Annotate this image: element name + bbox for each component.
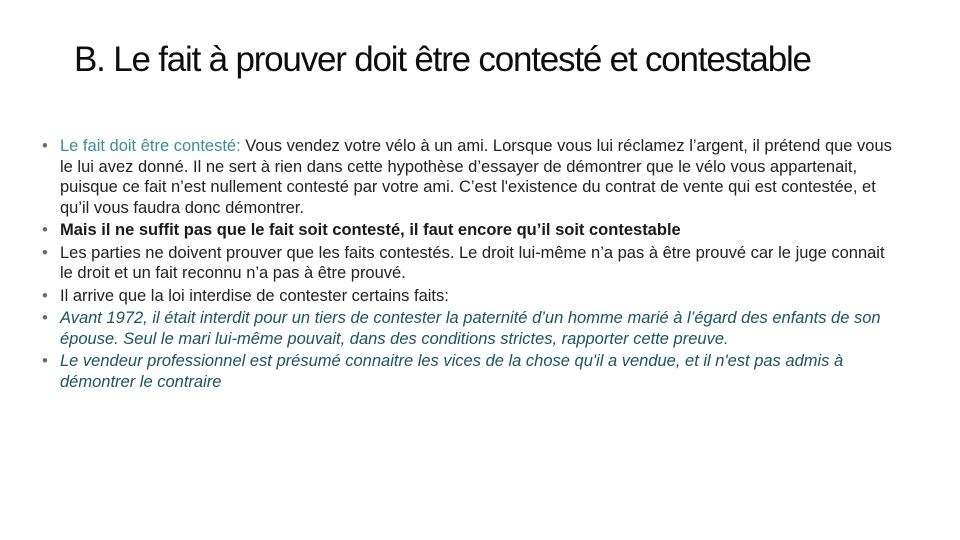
bullet-item <box>42 308 900 349</box>
bullet-text: Mais il ne suffit pas que le fait soit contesté, il faut encore qu’il soit contestable <box>60 221 681 239</box>
bullet-item <box>42 220 900 241</box>
bullet-text: Vous vendez votre vélo à un ami. Lorsque vous lui réclamez l’argent, il prétend que vous le lui avez donné. Il ne sert à rien dans cette hypothèse d’essayer de démontrer que le vélo vous appartenait, puisque ce fait n’est nullement contesté par votre ami. C’est l'existence du contrat de vente qui est contestée, et qu’il vous faudra donc démontrer. <box>60 137 892 217</box>
bullet-item <box>42 243 900 284</box>
bullet-text: Les parties ne doivent prouver que les faits contestés. Le droit lui-même n’a pas à être prouvé car le juge connait le droit et un fait reconnu n’a pas à être prouvé. <box>60 243 885 282</box>
bullet-item <box>42 136 900 218</box>
bullet-list <box>42 136 900 394</box>
bullet-text: Il arrive que la loi interdise de contester certains faits: <box>60 286 449 305</box>
bullet-item <box>42 286 900 307</box>
bullet-lead: Le fait doit être contesté: <box>60 137 241 155</box>
bullet-item <box>42 351 900 392</box>
bullet-text: Le vendeur professionnel est présumé connaitre les vices de la chose qu'il a vendue, et il n'est pas admis à démontrer le contraire <box>60 352 844 391</box>
bullet-text: Avant 1972, il était interdit pour un tiers de contester la paternité d’un homme marié à l’égard des enfants de son épouse. Seul le mari lui-même pouvait, dans des conditions strictes, rapporter cette preuve. <box>60 309 881 348</box>
slide-title: B. Le fait à prouver doit être contesté et contestable <box>74 40 811 79</box>
